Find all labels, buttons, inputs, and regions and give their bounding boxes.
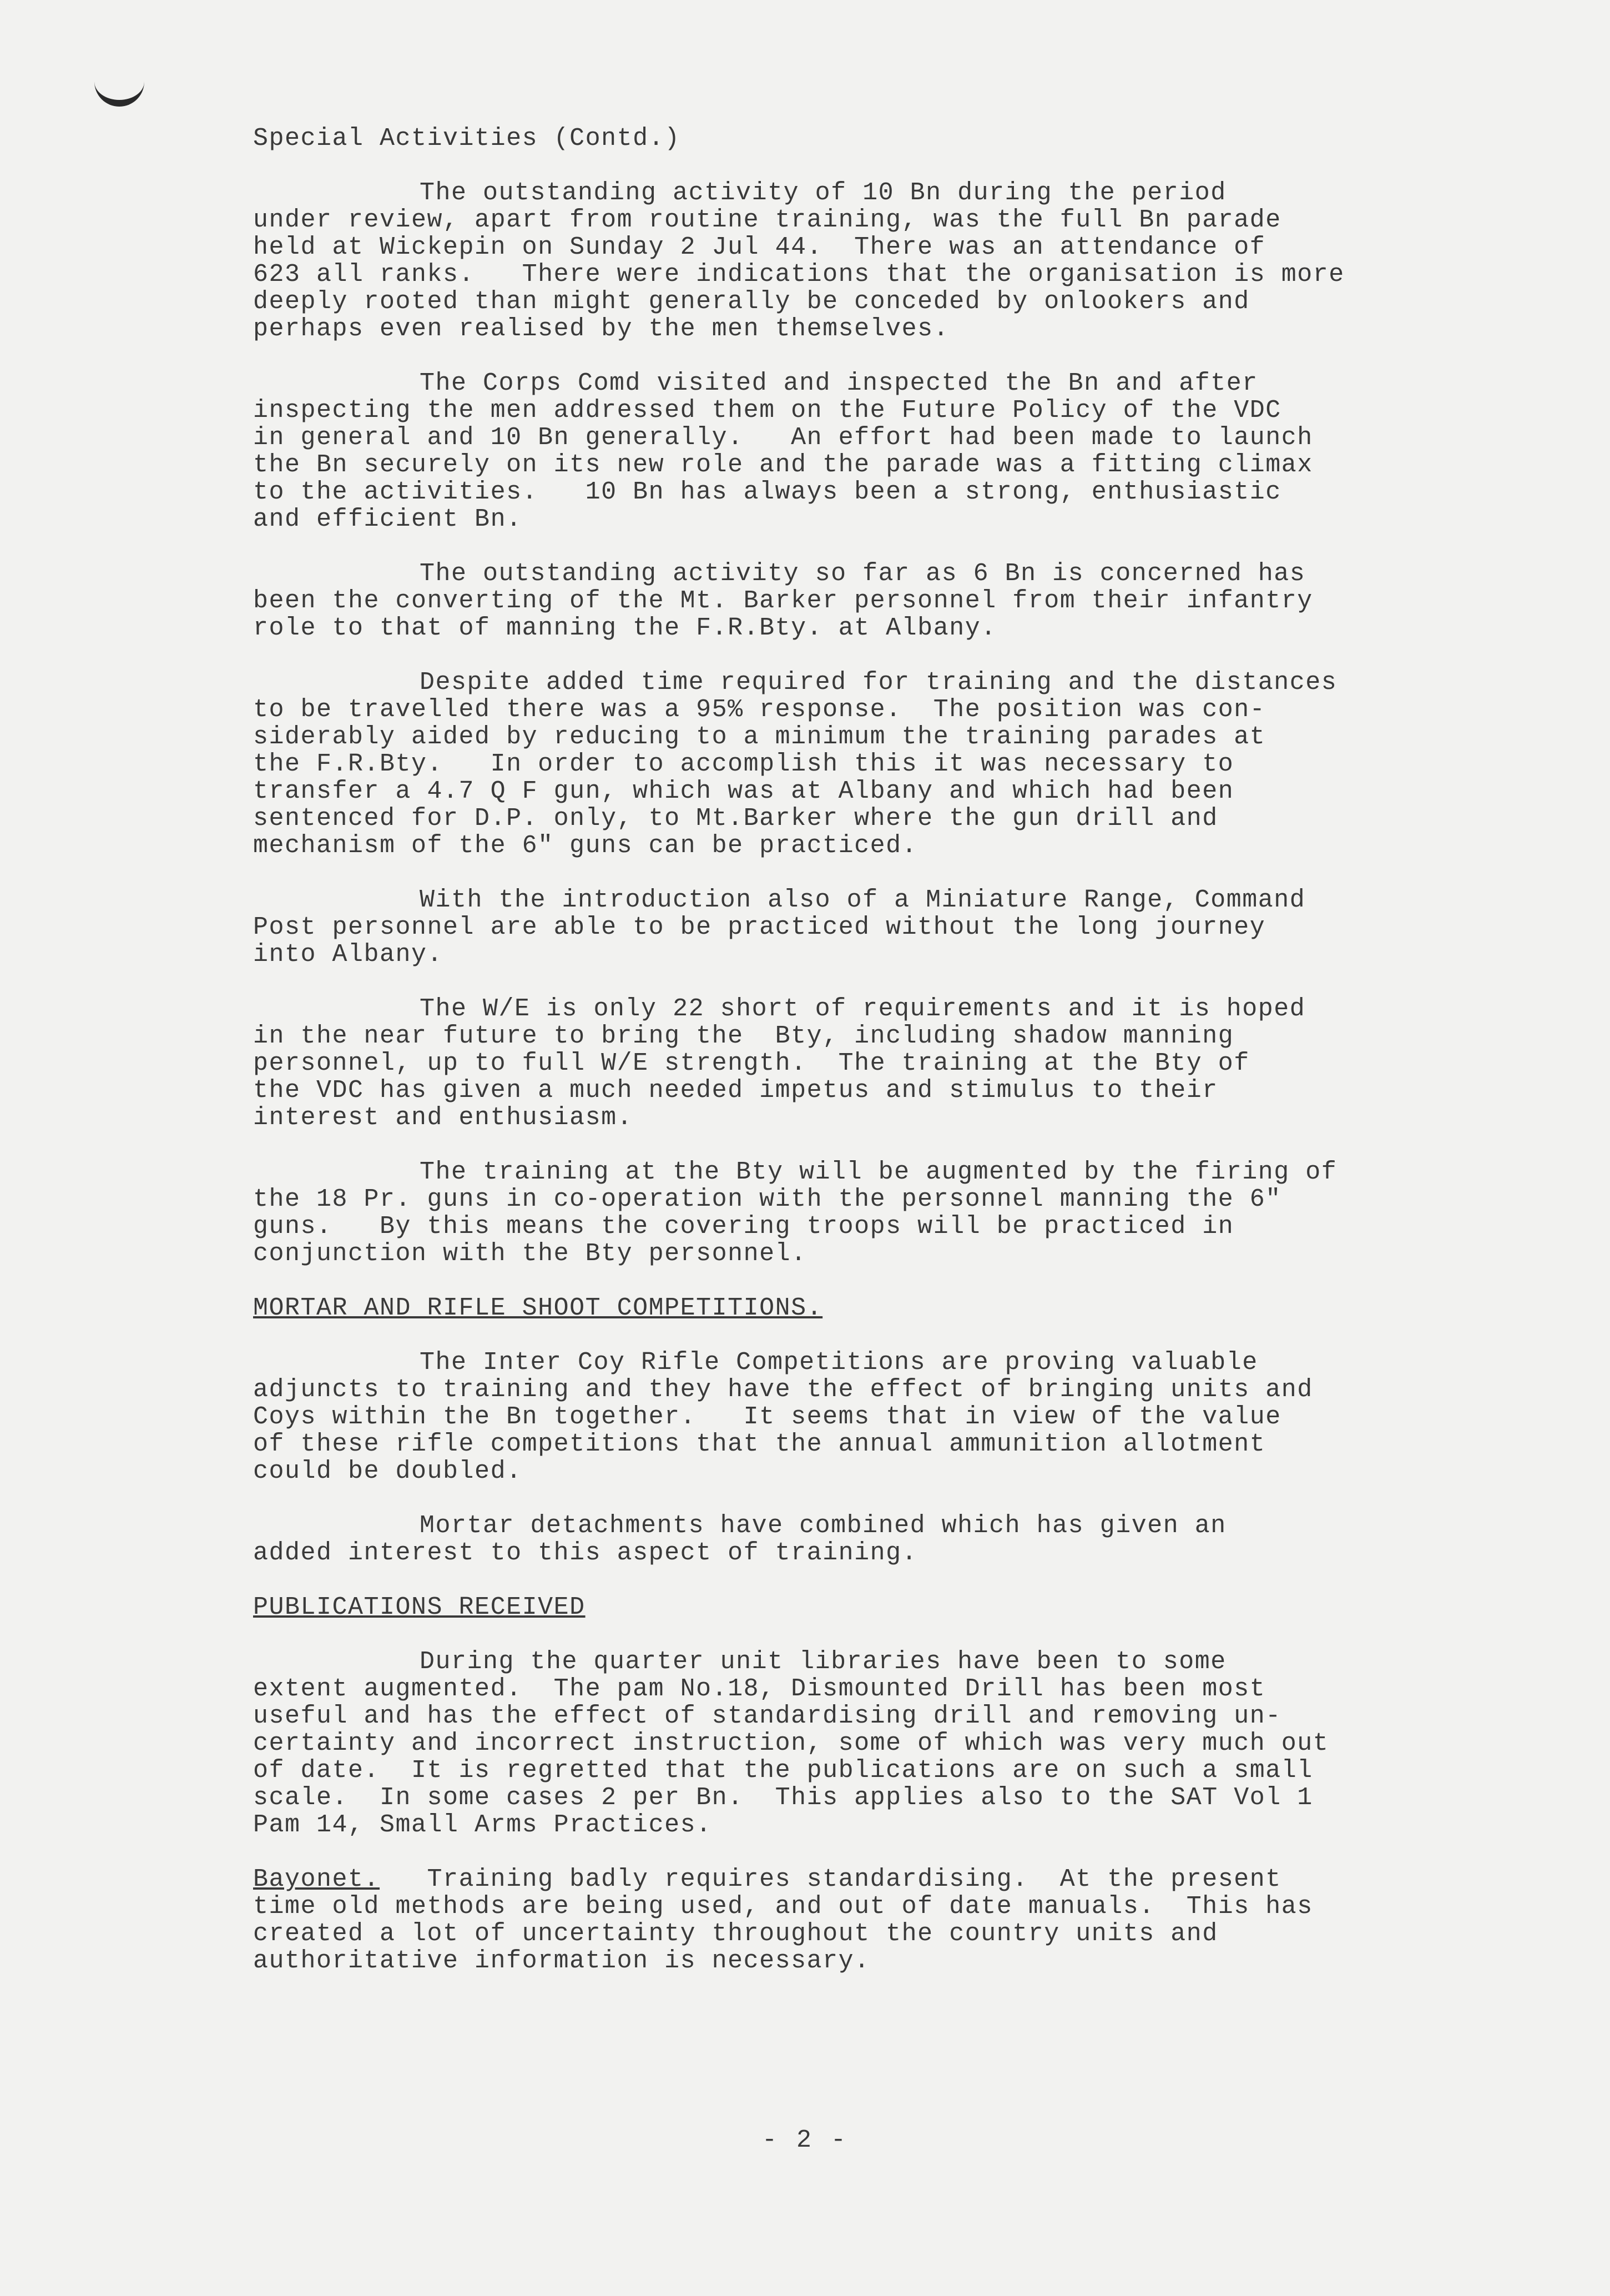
- paragraph-line: guns. By this means the covering troops will be practiced in: [253, 1212, 1234, 1241]
- special-activities-section: [253, 179, 1424, 1267]
- paragraph-line: The W/E is only 22 short of requirements and it is hoped: [420, 995, 1306, 1023]
- paragraph-line: mechanism of the 6" guns can be practiced.: [253, 832, 918, 860]
- paragraph-line: in general and 10 Bn generally. An effort had been made to launch: [253, 424, 1313, 452]
- paragraph: [253, 1349, 1424, 1485]
- paragraph-line: the VDC has given a much needed impetus and stimulus to their: [253, 1076, 1218, 1105]
- paragraph-line: Mortar detachments have combined which has given an: [420, 1512, 1227, 1540]
- paragraph-line: role to that of manning the F.R.Bty. at Albany.: [253, 614, 997, 642]
- document-body: [253, 125, 1424, 2002]
- paragraph-line: transfer a 4.7 Q F gun, which was at Albany and which had been: [253, 777, 1234, 805]
- paragraph-line: been the converting of the Mt. Barker personnel from their infantry: [253, 587, 1313, 615]
- paragraph-line: [253, 1866, 1424, 1893]
- paragraph-line: With the introduction also of a Miniature Range, Command: [420, 886, 1306, 914]
- paragraph-line: the Bn securely on its new role and the parade was a fitting climax: [253, 451, 1313, 479]
- mortar-heading: MORTAR AND RIFLE SHOOT COMPETITIONS.: [253, 1294, 823, 1322]
- paragraph-line: The Inter Coy Rifle Competitions are proving valuable: [420, 1348, 1258, 1377]
- paragraph-line: Despite added time required for training and the distances: [420, 668, 1338, 697]
- paragraph-line: useful and has the effect of standardising drill and removing un-: [253, 1702, 1281, 1730]
- paragraph-line: Post personnel are able to be practiced without the long journey: [253, 913, 1266, 941]
- paragraph-line: personnel, up to full W/E strength. The training at the Bty of: [253, 1049, 1250, 1077]
- paragraph-line: sentenced for D.P. only, to Mt.Barker where the gun drill and: [253, 804, 1218, 833]
- paragraph-line: authoritative information is necessary.: [253, 1947, 870, 1975]
- page-title: Special Activities (Contd.): [253, 124, 680, 153]
- paragraph-line: created a lot of uncertainty throughout the country units and: [253, 1920, 1218, 1948]
- paragraph: [253, 370, 1424, 533]
- bayonet-paragraph: [253, 1866, 1424, 1975]
- page-number: - 2 -: [761, 2126, 849, 2154]
- paragraph-line: of these rifle competitions that the annual ammunition allotment: [253, 1430, 1266, 1458]
- paragraph-line: scale. In some cases 2 per Bn. This applies also to the SAT Vol 1: [253, 1784, 1313, 1812]
- paragraph-line: under review, apart from routine training, was the full Bn parade: [253, 206, 1281, 234]
- paragraph: [253, 1512, 1424, 1567]
- paragraph-line: During the quarter unit libraries have been to some: [420, 1648, 1227, 1676]
- paragraph-line: in the near future to bring the Bty, including shadow manning: [253, 1022, 1234, 1050]
- paragraph-line: the 18 Pr. guns in co-operation with the personnel manning the 6": [253, 1185, 1281, 1214]
- bayonet-label: Bayonet.: [253, 1865, 380, 1894]
- paragraph-line: deeply rooted than might generally be conceded by onlookers and: [253, 288, 1250, 316]
- paragraph-line: held at Wickepin on Sunday 2 Jul 44. There was an attendance of: [253, 233, 1266, 261]
- paragraph-line: certainty and incorrect instruction, some of which was very much out: [253, 1729, 1329, 1758]
- paragraph-line: The outstanding activity of 10 Bn during the period: [420, 179, 1227, 207]
- paragraph-line: perhaps even realised by the men themselves.: [253, 315, 950, 343]
- paragraph: [253, 179, 1424, 343]
- paragraph-line: Pam 14, Small Arms Practices.: [253, 1811, 712, 1839]
- paragraph-line: to the activities. 10 Bn has always been a strong, enthusiastic: [253, 478, 1281, 506]
- mortar-section: [253, 1349, 1424, 1567]
- punch-hole-mark: [94, 67, 144, 107]
- paragraph-line: could be doubled.: [253, 1457, 522, 1486]
- paragraph-line: time old methods are being used, and out of date manuals. This has: [253, 1892, 1313, 1921]
- publications-paragraph: [253, 1648, 1424, 1839]
- bayonet-first-line: Training badly requires standardising. At the present: [380, 1865, 1281, 1894]
- paragraph-line: Coys within the Bn together. It seems that in view of the value: [253, 1403, 1281, 1431]
- paragraph-line: of date. It is regretted that the publications are on such a small: [253, 1756, 1313, 1785]
- paragraph-line: and efficient Bn.: [253, 505, 522, 533]
- paragraph-line: added interest to this aspect of training.: [253, 1539, 918, 1567]
- paragraph-line: adjuncts to training and they have the effect of bringing units and: [253, 1376, 1313, 1404]
- paragraph-line: siderably aided by reducing to a minimum the training parades at: [253, 723, 1266, 751]
- paragraph: [253, 887, 1424, 968]
- paragraph-line: extent augmented. The pam No.18, Dismounted Drill has been most: [253, 1675, 1266, 1703]
- paragraph-line: the F.R.Bty. In order to accomplish this it was necessary to: [253, 750, 1234, 778]
- paragraph-line: into Albany.: [253, 940, 443, 969]
- paragraph-line: The outstanding activity so far as 6 Bn is concerned has: [420, 560, 1306, 588]
- paragraph-line: 623 all ranks. There were indications that the organisation is more: [253, 260, 1345, 289]
- publications-heading: PUBLICATIONS RECEIVED: [253, 1593, 586, 1622]
- paragraph-line: The Corps Comd visited and inspected the Bn and after: [420, 369, 1258, 397]
- paragraph: [253, 669, 1424, 859]
- paragraph-line: to be travelled there was a 95% response. The position was con-: [253, 696, 1266, 724]
- paragraph-line: interest and enthusiasm.: [253, 1104, 633, 1132]
- paragraph-line: The training at the Bty will be augmented by the firing of: [420, 1158, 1338, 1186]
- paragraph: [253, 560, 1424, 642]
- paragraph-line: inspecting the men addressed them on the Future Policy of the VDC: [253, 396, 1281, 425]
- paragraph: [253, 995, 1424, 1131]
- paragraph: [253, 1159, 1424, 1267]
- paragraph-line: conjunction with the Bty personnel.: [253, 1240, 807, 1268]
